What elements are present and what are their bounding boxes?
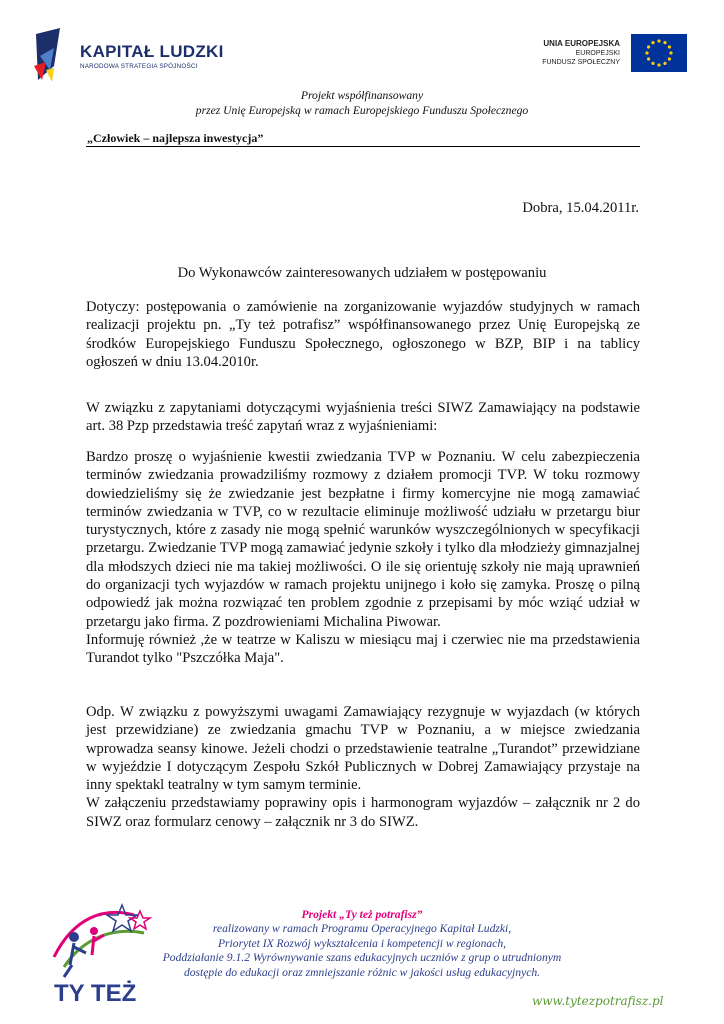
slogan: „Człowiek – najlepsza inwestycja” <box>87 131 264 145</box>
answer-block <box>86 703 640 831</box>
eu-label <box>542 39 620 67</box>
footer-line3: Poddziałanie 9.1.2 Wyrównywanie szans edukacyjnych uczniów z grup o utrudnionym <box>162 951 562 965</box>
cofinance-line2: przez Unię Europejską w ramach Europejskiego Funduszu Społecznego <box>195 104 529 117</box>
eu-label-line2: EUROPEJSKI <box>575 50 620 57</box>
ty-tez-logo-text: TY TEŻ <box>54 980 137 1007</box>
intro-text: W związku z zapytaniami dotyczącymi wyjaśnienia treści SIWZ Zamawiający na podstawie art. 38 Pzp przedstawia treść zapytań wraz z wyjaśnieniami: <box>86 400 640 435</box>
footer-line4: dostępie do edukacji oraz zmniejszanie różnic w jakości usług edukacyjnych. <box>183 965 541 979</box>
footer-line1: realizowany w ramach Programu Operacyjnego Kapitał Ludzki, <box>212 922 512 936</box>
answer-main: Odp. W związku z powyższymi uwagami Zamawiający rezygnuje w wyjazdach (w których jest przewidziane) ze zwiedzania gmachu TVP w Poznaniu, a w miejsce zwiedzania wprowadza seansy kinowe. Jeżeli chodzi o przedstawienie teatralne „Turandot” przewidziane w wyjeździe I dotyczącym Zespołu Szkół Publicznych w Dobrej Zamawiający przystaje na inny spektakl teatralny w tym samym terminie. <box>86 704 640 794</box>
subject-text: Dotyczy: postępowania o zamówienie na zorganizowanie wyjazdów studyjnych w ramach realizacji projektu pn. „Ty też potrafisz” współfinansowanego przez Unię Europejską ze środków Europejskiego Funduszu Społecznego, ogłoszonego w BZP, BIP i na tablicy ogłoszeń w dniu 13.04.2010r. <box>86 299 640 370</box>
answer-extra: W załączeniu przedstawiamy poprawiny opis i harmonogram wyjazdów – załącznik nr 2 do SIWZ oraz formularz cenowy – załącznik nr 3 do SIWZ. <box>86 795 640 830</box>
cofinance-line1: Projekt współfinansowany <box>300 89 424 102</box>
eu-label-line1: UNIA EUROPEJSKA <box>543 39 620 48</box>
header-divider <box>86 146 640 147</box>
footer-website-link[interactable]: www.tytezpotrafisz.pl <box>532 994 664 1008</box>
eu-label-line3: FUNDUSZ SPOŁECZNY <box>542 59 620 66</box>
footer-info <box>140 908 584 980</box>
question-main: Bardzo proszę o wyjaśnienie kwestii zwiedzania TVP w Poznaniu. W celu zabezpieczenia terminów zwiedzania prowadziliśmy rozmowy z działem promocji TVP. W toku rozmowy dowiedzieliśmy się że zwiedzanie jest bezpłatne i firmy komercyjne nie mogą zamawiać terminów zwiedzania w TVP, co w rezultacie eliminuje możliwość udziału w przetargu biur turystycznych, które z zasady nie mogą spełnić warunków wyszczególnionych w specyfikacji przetargu. Zwiedzanie TVP mogą zamawiać jedynie szkoły i tylko dla młodzieży gimnazjalnej dla młodszych dzieci nie ma takiej możliwości. O ile się orientuję szkoły nie mają uprawnień do organizacji tych wyjazdów w ramach projektu unijnego i koło się zamyka. Proszę o pilną odpowiedź jak można rozwiązać ten problem zgodnie z przepisami by móc wziąć udział w przetargu jako firma. Z pozdrowieniami Michalina Piwowar. <box>86 449 640 630</box>
footer-line2: Priorytet IX Rozwój wykształcenia i kompetencji w regionach, <box>217 936 507 950</box>
footer-project: Projekt „Ty też potrafisz” <box>301 908 423 921</box>
kapital-ludzki-title: KAPITAŁ LUDZKI <box>80 42 224 61</box>
letter-subject <box>86 298 640 371</box>
kapital-ludzki-subtitle: NARODOWA STRATEGIA SPÓJNOŚCI <box>80 63 198 70</box>
question-extra: Informuję również ,że w teatrze w Kaliszu w miesiącu maj i czerwiec nie ma przedstawienia Turandot tylko "Pszczółka Maja". <box>86 631 640 667</box>
eu-flag-icon <box>631 34 687 72</box>
letter-intro <box>86 399 640 436</box>
question-block <box>86 448 640 668</box>
letter-addressee: Do Wykonawców zainteresowanych udziałem w postępowaniu <box>177 265 547 281</box>
letter-date: Dobra, 15.04.2011r. <box>522 200 639 216</box>
